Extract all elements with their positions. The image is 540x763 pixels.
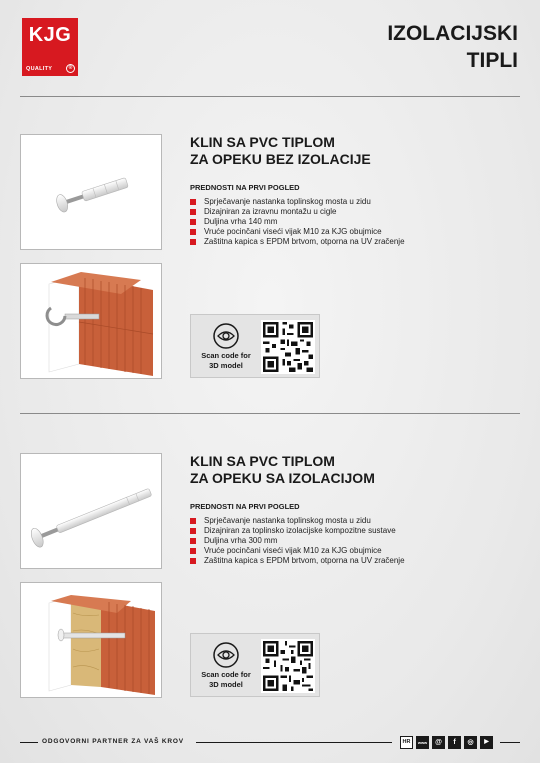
product-2-qr-box[interactable]: [190, 633, 320, 697]
product-2-application-photo: [20, 582, 162, 698]
logo-quality-text: QUALITY: [26, 66, 53, 72]
dowel-short-illustration: [21, 135, 162, 250]
eye-icon: [213, 642, 239, 668]
product-1-title-line1: KLIN SA PVC TIPLOM: [190, 134, 335, 150]
list-item: Vruće pocinčani viseći vijak M10 za KJG obujmice: [190, 546, 405, 556]
scan-code-label: [194, 351, 258, 370]
list-item: Dizajniran za toplinsko izolacijske kompozitne sustave: [190, 526, 405, 536]
footer-slogan: ODGOVORNI PARTNER ZA VAŠ KROV: [42, 738, 184, 745]
product-1-benefits-list: [190, 197, 405, 247]
qr-code-icon[interactable]: [261, 639, 315, 693]
header-divider: [20, 96, 520, 97]
language-badge: HR: [400, 736, 413, 749]
footer-line-left: [20, 742, 38, 743]
product-1-benefits-heading: PREDNOSTI NA PRVI POGLED: [190, 183, 300, 192]
list-item: Duljina vrha 300 mm: [190, 536, 405, 546]
list-item: Dizajniran za izravnu montažu u cigle: [190, 207, 405, 217]
footer-line-right: [500, 742, 520, 743]
qr-code-icon[interactable]: [261, 320, 315, 374]
product-2-photo: [20, 453, 162, 569]
list-item: Zaštitna kapica s EPDM brtvom, otporna na UV zračenje: [190, 237, 405, 247]
product-2-title-line1: KLIN SA PVC TIPLOM: [190, 453, 335, 469]
scan-label-line1: Scan code for: [201, 670, 251, 679]
email-icon[interactable]: @: [432, 736, 445, 749]
product-1-photo: [20, 134, 162, 250]
eye-icon: [213, 323, 239, 349]
facebook-icon[interactable]: f: [448, 736, 461, 749]
list-item: Sprječavanje nastanka toplinskog mosta u zidu: [190, 516, 405, 526]
footer-social-bar: [400, 736, 493, 749]
footer-line-middle: [196, 742, 392, 743]
section-divider: [20, 413, 520, 414]
brick-wall-illustration: [21, 264, 162, 379]
product-2-title-line2: ZA OPEKU SA IZOLACIJOM: [190, 470, 375, 486]
list-item: Zaštitna kapica s EPDM brtvom, otporna na UV zračenje: [190, 556, 405, 566]
product-2-title: [190, 453, 375, 487]
product-1-qr-box[interactable]: [190, 314, 320, 378]
page-title-line1: IZOLACIJSKI: [387, 22, 518, 45]
product-1-application-photo: [20, 263, 162, 379]
page-title-line2: TIPLI: [466, 49, 518, 72]
kjg-logo: [22, 18, 78, 76]
www-icon[interactable]: www: [416, 736, 429, 749]
scan-label-line1: Scan code for: [201, 351, 251, 360]
list-item: Vruće pocinčani viseći vijak M10 za KJG obujmice: [190, 227, 405, 237]
page-title: [387, 20, 518, 74]
product-2-benefits-heading: PREDNOSTI NA PRVI POGLED: [190, 502, 300, 511]
list-item: Sprječavanje nastanka toplinskog mosta u zidu: [190, 197, 405, 207]
scan-label-line2: 3D model: [209, 360, 243, 370]
instagram-icon[interactable]: ◎: [464, 736, 477, 749]
product-1-title: [190, 134, 371, 168]
registered-mark: ®: [66, 64, 75, 73]
product-2-benefits-list: [190, 516, 405, 566]
youtube-icon[interactable]: ▶: [480, 736, 493, 749]
scan-code-label: [194, 670, 258, 689]
logo-text: KJG: [28, 24, 72, 46]
insulated-wall-illustration: [21, 583, 162, 698]
product-1-title-line2: ZA OPEKU BEZ IZOLACIJE: [190, 151, 371, 167]
dowel-long-illustration: [21, 454, 162, 569]
list-item: Duljina vrha 140 mm: [190, 217, 405, 227]
scan-label-line2: 3D model: [209, 679, 243, 689]
